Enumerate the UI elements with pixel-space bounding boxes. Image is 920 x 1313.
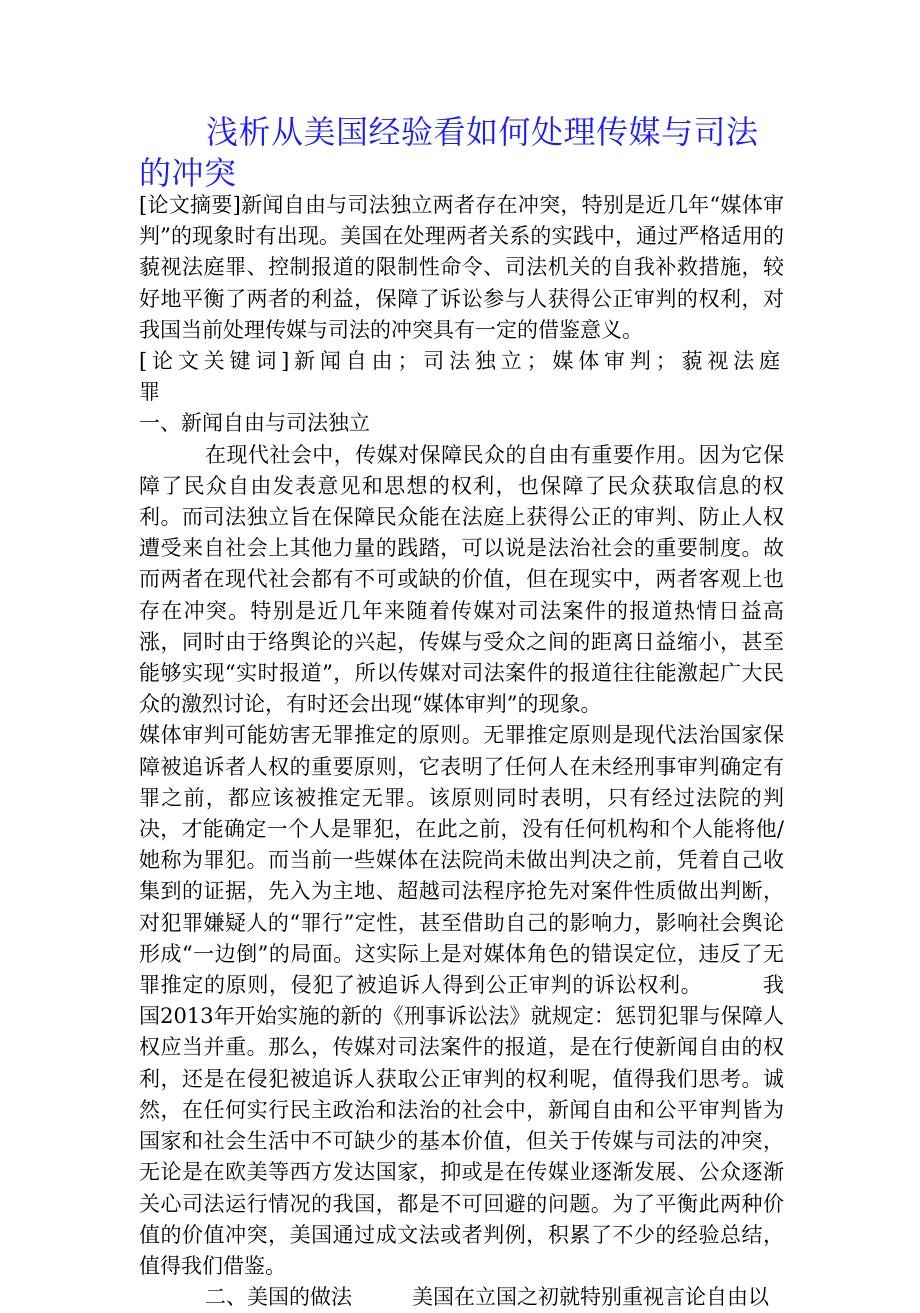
body-paragraph-3-text: 美国在立国之初就特别重视言论自由以: [412, 1285, 769, 1310]
body-paragraph-2a: 媒体审判可能妨害无罪推定的原则。无罪推定原则是现代法治国家保障被追诉者人权的重要原则，它表明了任何人在未经刑事审判确定有罪之前，都应该被推定无罪。该原则同时表明，只有经过法院的判决，才能确定一个人是罪犯，在此之前，没有任何机构和个人能将他/她称为罪犯。而当前一些媒体在法院尚未做出判决之前，凭着自己收集到的证据，先入为主地、超越司法程序抢先对案件性质做出判断，对犯罪嫌疑人的“罪行”定性，甚至借助自己的影响力，影响社会舆论形成“一边倒”的局面。这实际上是对媒体角色的错误定位，违反了无罪推定的原则，侵犯了被追诉人得到公正审判的诉讼权利。: [139, 723, 784, 998]
section-heading-1: 一、新闻自由与司法独立: [139, 411, 370, 436]
body-paragraph-3: [139, 1282, 784, 1313]
document-body: [139, 190, 784, 1313]
keywords-paragraph: [论文关键词]新闻自由；司法独立；媒体审判；藐视法庭罪: [139, 349, 784, 405]
section-heading-2: 二、美国的做法: [205, 1285, 352, 1310]
body-paragraph-2b: 我国2013年开始实施的新的《刑事诉讼法》就规定：惩罚犯罪与保障人权应当并重。那么，传媒对司法案件的报道，是在行使新闻自由的权利，还是在侵犯被追诉人获取公正审判的权利呢，值得我们思考。诚然，在任何实行民主政治和法治的社会中，新闻自由和公平审判皆为国家和社会生活中不可缺少的基本价值，但关于传媒与司法的冲突，无论是在欧美等西方发达国家，抑或是在传媒业逐渐发展、公众逐渐关心司法运行情况的我国，都是不可回避的问题。为了平衡此两种价值的价值冲突，美国通过成文法或者判例，积累了不少的经验总结，值得我们借鉴。: [139, 973, 785, 1278]
abstract-paragraph: [论文摘要]新闻自由与司法独立两者存在冲突，特别是近几年“媒体审判”的现象时有出现。美国在处理两者关系的实践中，通过严格适用的藐视法庭罪、控制报道的限制性命令、司法机关的自我补救措施，较好地平衡了两者的利益，保障了诉讼参与人获得公正审判的权利，对我国当前处理传媒与司法的冲突具有一定的借鉴意义。: [139, 193, 784, 342]
document-title: 浅析从美国经验看如何处理传媒与司法的冲突: [139, 113, 759, 192]
body-paragraph-2: [139, 720, 784, 1282]
body-paragraph-1: 在现代社会中，传媒对保障民众的自由有重要作用。因为它保障了民众自由发表意见和思想的权利，也保障了民众获取信息的权利。而司法独立旨在保障民众能在法庭上获得公正的审判、防止人权遭受来自社会上其他力量的践踏，可以说是法治社会的重要制度。故而两者在现代社会都有不可或缺的价值，但在现实中，两者客观上也存在冲突。特别是近几年来随着传媒对司法案件的报道热情日益高涨，同时由于络舆论的兴起，传媒与受众之间的距离日益缩小，甚至能够实现“实时报道”，所以传媒对司法案件的报道往往能激起广大民众的激烈讨论，有时还会出现“媒体审判”的现象。: [139, 442, 784, 717]
